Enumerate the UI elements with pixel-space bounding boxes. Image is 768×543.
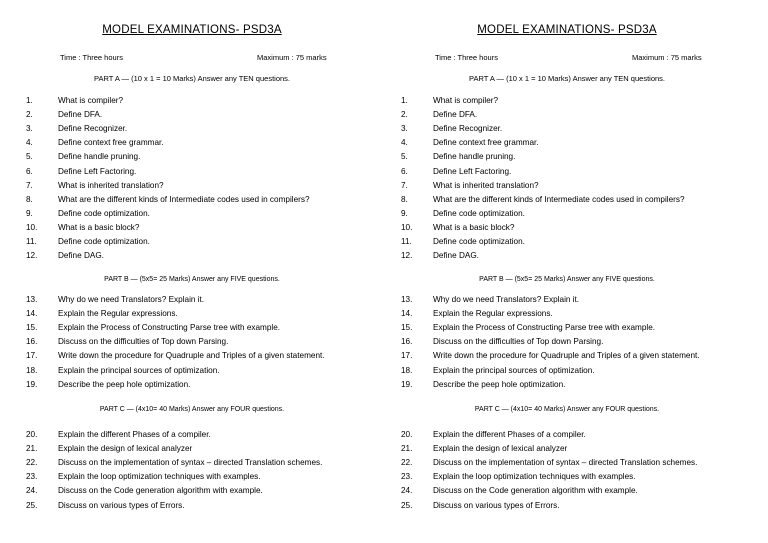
- part-b-heading: PART B — (5x5= 25 Marks) Answer any FIVE questions.: [104, 276, 280, 283]
- question-text: Write down the procedure for Quadruple and Triples of a given statement.: [433, 351, 700, 361]
- question-text: Define DAG.: [58, 251, 104, 261]
- question-number: 14.: [401, 309, 413, 319]
- question-text: Why do we need Translators? Explain it.: [58, 295, 205, 304]
- question-number: 12.: [26, 251, 38, 261]
- question-text: Explain the different Phases of a compiler.: [433, 430, 586, 439]
- question-text: Write down the procedure for Quadruple and Triples of a given statement.: [58, 351, 325, 361]
- question-number: 23.: [401, 472, 413, 482]
- question-number: 4.: [26, 138, 33, 148]
- part-a-heading: PART A — (10 x 1 = 10 Marks) Answer any TEN questions.: [94, 74, 290, 83]
- question-text: Define handle pruning.: [58, 152, 141, 162]
- exam-page-right: [375, 0, 759, 543]
- question-text: Define DFA.: [433, 110, 478, 120]
- question-text: Explain the design of lexical analyzer: [58, 444, 193, 454]
- question-text: What is compiler?: [433, 96, 499, 105]
- question-text: What is compiler?: [58, 96, 124, 105]
- question-text: What are the different kinds of Intermediate codes used in compilers?: [58, 194, 310, 204]
- question-text: Define context free grammar.: [58, 138, 164, 148]
- question-text: Discuss on the implementation of syntax – directed Translation schemes.: [433, 458, 698, 468]
- question-text: What is inherited translation?: [433, 180, 539, 190]
- question-number: 6.: [401, 166, 408, 176]
- question-number: 25.: [401, 500, 413, 510]
- question-number: 19.: [26, 379, 38, 389]
- question-number: 24.: [26, 486, 38, 496]
- question-number: 11.: [26, 237, 37, 246]
- exam-title: MODEL EXAMINATIONS- PSD3A: [477, 24, 657, 36]
- question-number: 5.: [26, 152, 33, 162]
- question-number: 24.: [401, 486, 413, 496]
- question-number: 11.: [401, 237, 412, 246]
- question-number: 1.: [401, 96, 408, 105]
- part-a-heading: PART A — (10 x 1 = 10 Marks) Answer any TEN questions.: [469, 74, 665, 83]
- question-number: 8.: [401, 194, 408, 204]
- time-label: Time : Three hours: [60, 53, 123, 62]
- question-number: 16.: [26, 337, 38, 347]
- question-number: 9.: [26, 208, 33, 218]
- question-text: Discuss on various types of Errors.: [433, 500, 560, 510]
- question-text: What is inherited translation?: [58, 180, 164, 190]
- question-number: 5.: [401, 152, 408, 162]
- question-text: Define Left Factoring.: [433, 166, 512, 176]
- question-text: Define Recognizer.: [58, 124, 128, 134]
- question-text: Explain the design of lexical analyzer: [433, 444, 568, 454]
- max-marks-label: Maximum : 75 marks: [632, 53, 702, 62]
- question-number: 12.: [401, 251, 413, 261]
- question-text: Explain the loop optimization techniques with examples.: [433, 472, 636, 482]
- question-text: Discuss on the difficulties of Top down Parsing.: [433, 337, 604, 347]
- question-number: 10.: [401, 222, 413, 232]
- question-number: 7.: [26, 180, 33, 190]
- question-text: Discuss on various types of Errors.: [58, 500, 185, 510]
- question-text: Describe the peep hole optimization.: [433, 379, 566, 389]
- question-number: 3.: [26, 124, 33, 134]
- part-b-heading: PART B — (5x5= 25 Marks) Answer any FIVE questions.: [479, 276, 655, 283]
- question-text: Explain the principal sources of optimization.: [58, 365, 220, 375]
- question-text: What is a basic block?: [58, 222, 140, 232]
- question-text: Define DAG.: [433, 251, 479, 261]
- question-text: Explain the different Phases of a compiler.: [58, 430, 211, 439]
- question-text: Define Recognizer.: [433, 124, 503, 134]
- question-number: 21.: [401, 444, 413, 454]
- question-number: 8.: [26, 194, 33, 204]
- max-marks-label: Maximum : 75 marks: [257, 53, 327, 62]
- question-number: 16.: [401, 337, 413, 347]
- question-number: 23.: [26, 472, 38, 482]
- question-text: Why do we need Translators? Explain it.: [433, 295, 580, 304]
- question-number: 15.: [401, 323, 413, 333]
- question-text: Define code optimization.: [433, 208, 525, 218]
- question-number: 18.: [26, 365, 38, 375]
- question-number: 25.: [26, 500, 38, 510]
- question-text: Explain the loop optimization techniques with examples.: [58, 472, 261, 482]
- question-number: 20.: [26, 430, 38, 439]
- question-number: 2.: [401, 110, 408, 120]
- exam-title: MODEL EXAMINATIONS- PSD3A: [102, 24, 282, 36]
- question-number: 2.: [26, 110, 33, 120]
- question-number: 7.: [401, 180, 408, 190]
- question-number: 10.: [26, 222, 38, 232]
- question-text: Define context free grammar.: [433, 138, 539, 148]
- question-text: What are the different kinds of Intermediate codes used in compilers?: [433, 194, 685, 204]
- question-text: Discuss on the Code generation algorithm with example.: [58, 486, 263, 496]
- question-number: 14.: [26, 309, 38, 319]
- question-text: Discuss on the difficulties of Top down Parsing.: [58, 337, 229, 347]
- part-c-heading: PART C — (4x10= 40 Marks) Answer any FOUR questions.: [474, 406, 660, 413]
- question-text: Describe the peep hole optimization.: [58, 379, 191, 389]
- question-number: 13.: [26, 295, 38, 304]
- question-text: Explain the Regular expressions.: [433, 309, 553, 319]
- question-text: Define code optimization.: [58, 237, 150, 246]
- question-text: Explain the Regular expressions.: [58, 309, 178, 319]
- question-number: 22.: [26, 458, 38, 468]
- question-number: 19.: [401, 379, 413, 389]
- time-label: Time : Three hours: [435, 53, 498, 62]
- question-number: 15.: [26, 323, 38, 333]
- question-text: What is a basic block?: [433, 222, 515, 232]
- question-text: Define Left Factoring.: [58, 166, 137, 176]
- question-text: Define code optimization.: [433, 237, 525, 246]
- question-number: 13.: [401, 295, 413, 304]
- question-text: Discuss on the Code generation algorithm with example.: [433, 486, 638, 496]
- question-text: Explain the principal sources of optimization.: [433, 365, 595, 375]
- question-text: Define DFA.: [58, 110, 103, 120]
- part-c-heading: PART C — (4x10= 40 Marks) Answer any FOUR questions.: [99, 406, 285, 413]
- question-number: 4.: [401, 138, 408, 148]
- question-text: Discuss on the implementation of syntax – directed Translation schemes.: [58, 458, 323, 468]
- question-number: 22.: [401, 458, 413, 468]
- question-number: 17.: [26, 351, 38, 361]
- question-text: Explain the Process of Constructing Parse tree with example.: [58, 323, 281, 333]
- question-number: 20.: [401, 430, 413, 439]
- question-text: Explain the Process of Constructing Parse tree with example.: [433, 323, 656, 333]
- question-number: 1.: [26, 96, 33, 105]
- question-text: Define code optimization.: [58, 208, 150, 218]
- question-number: 3.: [401, 124, 408, 134]
- question-number: 17.: [401, 351, 413, 361]
- question-number: 18.: [401, 365, 413, 375]
- question-number: 21.: [26, 444, 38, 454]
- question-number: 9.: [401, 208, 408, 218]
- question-text: Define handle pruning.: [433, 152, 516, 162]
- question-number: 6.: [26, 166, 33, 176]
